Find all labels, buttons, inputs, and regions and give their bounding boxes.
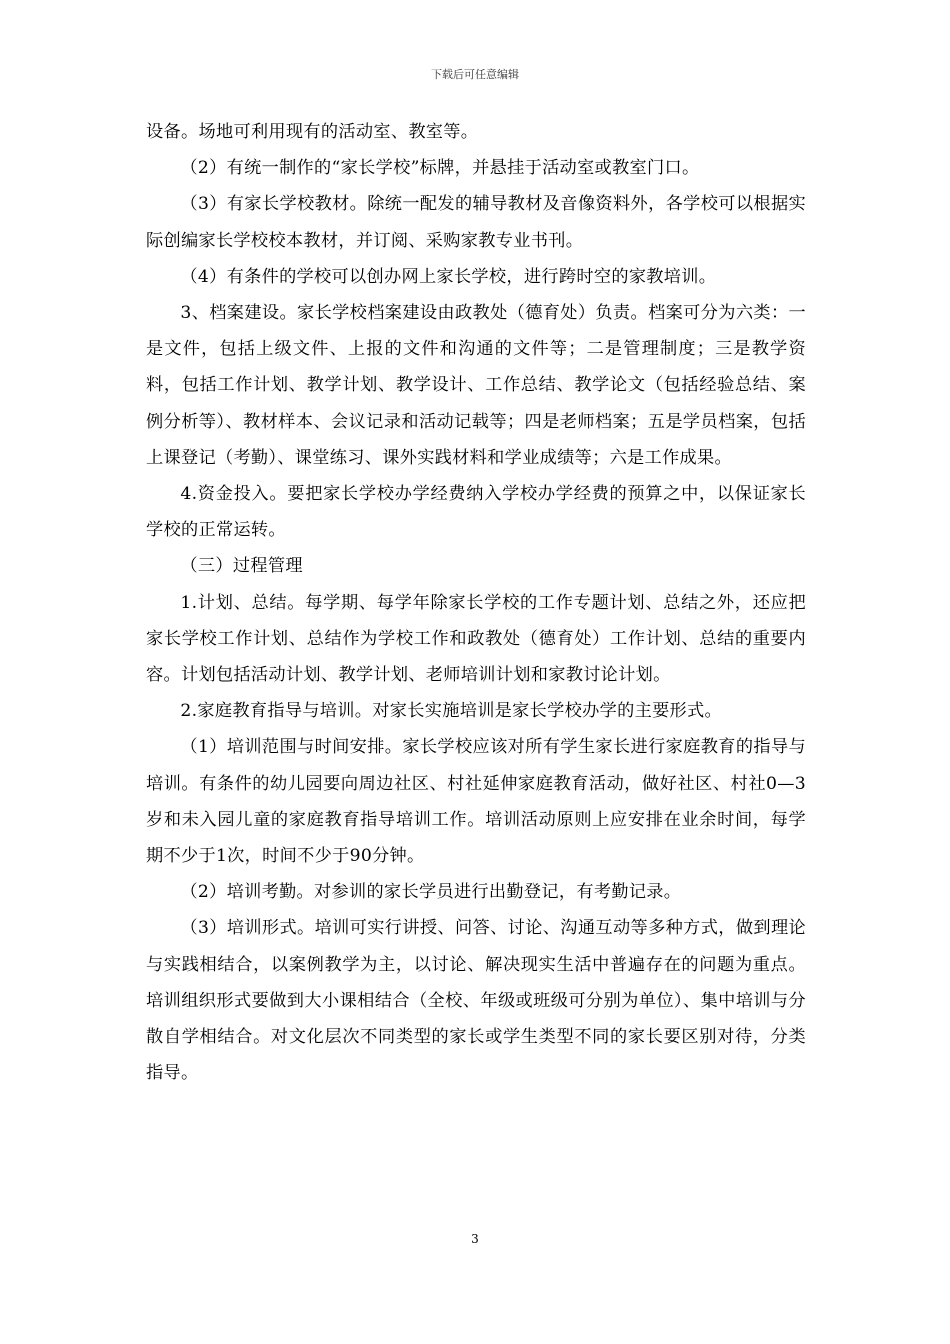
- paragraph: （3）有家长学校教材。除统一配发的辅导教材及音像资料外，各学校可以根据实际创编家长学校校本教材，并订阅、采购家教专业书刊。: [146, 194, 806, 251]
- paragraph: （2）培训考勤。对参训的家长学员进行出勤登记，有考勤记录。: [180, 882, 682, 903]
- paragraph: （2）有统一制作的“家长学校”标牌，并悬挂于活动室或教室门口。: [180, 158, 700, 179]
- section-heading: （三）过程管理: [180, 556, 303, 577]
- document-body: [146, 114, 806, 1091]
- paragraph: （4）有条件的学校可以创办网上家长学校，进行跨时空的家教培训。: [180, 266, 717, 287]
- paragraph: 2.家庭教育指导与培训。对家长实施培训是家长学校办学的主要形式。: [180, 701, 723, 722]
- paragraph: （1）培训范围与时间安排。家长学校应该对所有学生家长进行家庭教育的指导与培训。有条件的幼儿园要向周边社区、村社延伸家庭教育活动，做好社区、村社0—3岁和未入园儿童的家庭教育指导培训工作。培训活动原则上应安排在业余时间，每学期不少于1次，时间不少于90分钟。: [146, 737, 806, 867]
- paragraph: 1.计划、总结。每学期、每学年除家长学校的工作专题计划、总结之外，还应把家长学校工作计划、总结作为学校工作和政教处（德育处）工作计划、总结的重要内容。计划包括活动计划、教学计划、老师培训计划和家教讨论计划。: [146, 592, 806, 686]
- paragraph: 4.资金投入。要把家长学校办学经费纳入学校办学经费的预算之中，以保证家长学校的正常运转。: [146, 484, 806, 541]
- page-header: 下载后可任意编辑: [431, 68, 519, 81]
- paragraph: 设备。场地可利用现有的活动室、教室等。: [146, 122, 479, 142]
- page-number: 3: [471, 1232, 479, 1246]
- paragraph: （3）培训形式。培训可实行讲授、问答、讨论、沟通互动等多种方式，做到理论与实践相结合，以案例教学为主，以讨论、解决现实生活中普遍存在的问题为重点。培训组织形式要做到大小课相结合（全校、年级或班级可分别为单位）、集中培训与分散自学相结合。对文化层次不同类型的家长或学生类型不同的家长要区别对待，分类指导。: [146, 918, 806, 1084]
- paragraph: 3、档案建设。家长学校档案建设由政教处（德育处）负责。档案可分为六类：一是文件，包括上级文件、上报的文件和沟通的文件等；二是管理制度；三是教学资料，包括工作计划、教学计划、教学设计、工作总结、教学论文（包括经验总结、案例分析等）、教材样本、会议记录和活动记载等；四是老师档案；五是学员档案，包括上课登记（考勤）、课堂练习、课外实践材料和学业成绩等；六是工作成果。: [146, 303, 806, 468]
